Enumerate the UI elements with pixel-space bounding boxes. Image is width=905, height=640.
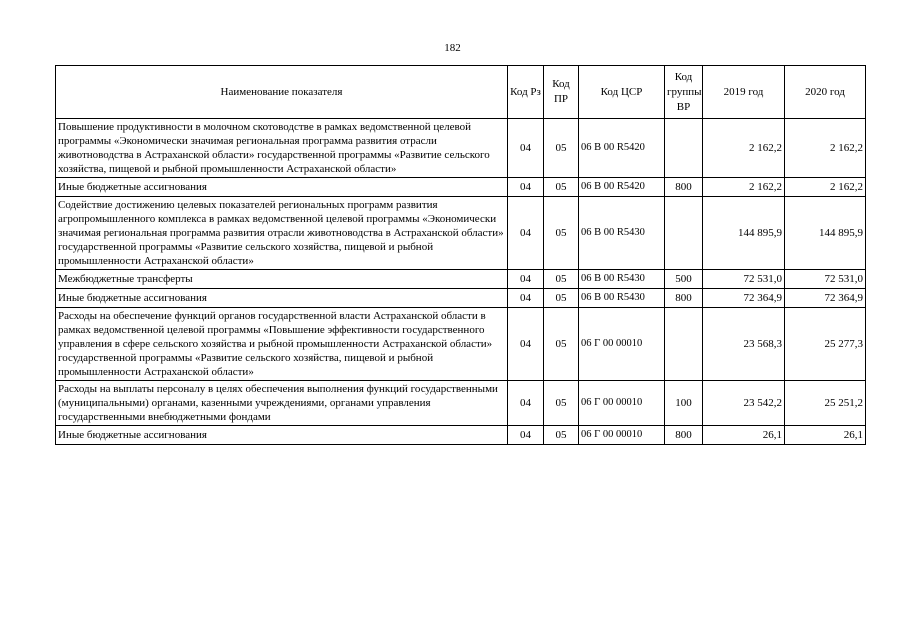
row-csr: 06 В 00 R5430: [579, 289, 665, 308]
row-rz: 04: [508, 178, 544, 197]
row-rz: 04: [508, 426, 544, 445]
row-rz: 04: [508, 119, 544, 178]
row-vr: 800: [665, 178, 703, 197]
row-vr: 500: [665, 270, 703, 289]
row-name: Повышение продуктивности в молочном скотоводстве в рамках ведомственной целевой программы «Экономически значимая региональная программа развития отрасли животноводства в Астраханской области» государственной программы «Развитие сельского хозяйства, пищевой и рыбной промышленности Астраханской области»: [56, 119, 508, 178]
row-2020: 2 162,2: [785, 119, 866, 178]
row-2020: 25 251,2: [785, 381, 866, 426]
row-2020: 25 277,3: [785, 308, 866, 381]
budget-table: [55, 65, 866, 445]
row-vr: 800: [665, 289, 703, 308]
table-row: [56, 289, 866, 308]
row-2019: 72 364,9: [703, 289, 785, 308]
row-pr: 05: [544, 308, 579, 381]
row-2019: 23 568,3: [703, 308, 785, 381]
row-rz: 04: [508, 381, 544, 426]
table-row: [56, 119, 866, 178]
row-2020: 2 162,2: [785, 178, 866, 197]
row-rz: 04: [508, 270, 544, 289]
header-pr: Код ПР: [544, 66, 579, 119]
row-vr: [665, 119, 703, 178]
row-2020: 26,1: [785, 426, 866, 445]
row-2019: 144 895,9: [703, 197, 785, 270]
table-row: [56, 426, 866, 445]
row-vr: 100: [665, 381, 703, 426]
table-row: [56, 178, 866, 197]
row-2020: 72 531,0: [785, 270, 866, 289]
row-rz: 04: [508, 197, 544, 270]
row-pr: 05: [544, 178, 579, 197]
header-vr: Код группы ВР: [665, 66, 703, 119]
row-rz: 04: [508, 308, 544, 381]
row-2019: 2 162,2: [703, 178, 785, 197]
row-csr: 06 В 00 R5420: [579, 119, 665, 178]
page-number: 182: [444, 42, 461, 54]
table-header-row: [56, 66, 866, 119]
row-2019: 26,1: [703, 426, 785, 445]
row-name: Межбюджетные трансферты: [56, 270, 508, 289]
row-pr: 05: [544, 270, 579, 289]
row-csr: 06 Г 00 00010: [579, 426, 665, 445]
row-name: Иные бюджетные ассигнования: [56, 178, 508, 197]
row-rz: 04: [508, 289, 544, 308]
header-2019: 2019 год: [703, 66, 785, 119]
table-row: [56, 308, 866, 381]
table-row: [56, 270, 866, 289]
header-2020: 2020 год: [785, 66, 866, 119]
row-csr: 06 В 00 R5420: [579, 178, 665, 197]
row-pr: 05: [544, 197, 579, 270]
row-2020: 144 895,9: [785, 197, 866, 270]
row-name: Иные бюджетные ассигнования: [56, 426, 508, 445]
header-csr: Код ЦСР: [579, 66, 665, 119]
row-csr: 06 Г 00 00010: [579, 308, 665, 381]
table-row: [56, 197, 866, 270]
header-name: Наименование показателя: [56, 66, 508, 119]
row-name: Расходы на выплаты персоналу в целях обеспечения выполнения функций государственными (муниципальными) органами, казенными учреждениями, органами управления государственными внебюджетными фондами: [56, 381, 508, 426]
row-2019: 23 542,2: [703, 381, 785, 426]
header-rz: Код Рз: [508, 66, 544, 119]
row-csr: 06 В 00 R5430: [579, 197, 665, 270]
row-pr: 05: [544, 119, 579, 178]
row-csr: 06 В 00 R5430: [579, 270, 665, 289]
row-2019: 2 162,2: [703, 119, 785, 178]
row-name: Содействие достижению целевых показателей региональных программ развития агропромышленного комплекса в рамках ведомственной целевой программы «Экономически значимая региональная программа развития отрасли животноводства в Астраханской области» государственной программы «Развитие сельского хозяйства, пищевой и рыбной промышленности Астраханской области»: [56, 197, 508, 270]
row-name: Расходы на обеспечение функций органов государственной власти Астраханской области в рамках ведомственной целевой программы «Повышение эффективности государственного управления в сфере сельского хозяйства и рыбной промышленности Астраханской области» государственной программы «Развитие сельского хозяйства, пищевой и рыбной промышленности Астраханской области»: [56, 308, 508, 381]
row-vr: 800: [665, 426, 703, 445]
row-pr: 05: [544, 381, 579, 426]
row-vr: [665, 308, 703, 381]
row-2019: 72 531,0: [703, 270, 785, 289]
table-row: [56, 381, 866, 426]
row-name: Иные бюджетные ассигнования: [56, 289, 508, 308]
row-pr: 05: [544, 426, 579, 445]
row-2020: 72 364,9: [785, 289, 866, 308]
row-csr: 06 Г 00 00010: [579, 381, 665, 426]
row-pr: 05: [544, 289, 579, 308]
row-vr: [665, 197, 703, 270]
